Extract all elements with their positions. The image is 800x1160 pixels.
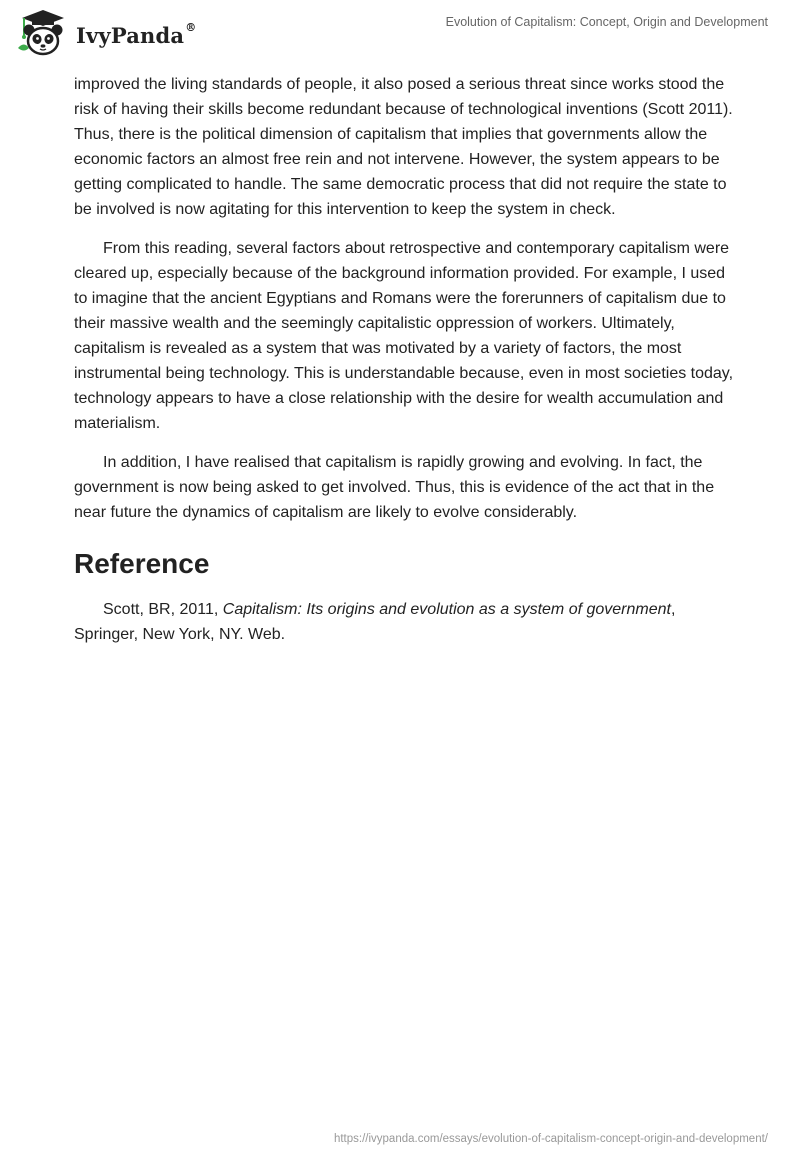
brand-logo[interactable] [14, 8, 196, 58]
page-header [0, 0, 800, 64]
registered-mark: ® [185, 20, 197, 34]
paragraph-3: In addition, I have realised that capitalism is rapidly growing and evolving. In fact, the government is now being asked to get involved. Thus, this is evidence of the act that in the near future the dynamics of capitalism are likely to evolve considerably. [74, 454, 715, 521]
panda-graduate-icon [14, 8, 72, 58]
brand-name: IvyPanda® [76, 20, 197, 48]
paragraph-2: From this reading, several factors about retrospective and contemporary capitalism were cleared up, especially because of the background information provided. For example, I used to imagine that the ancient Egyptians and Romans were the forerunners of capitalism due to their massive wealth and the seemingly capitalistic oppression of workers. Ultimately, capitalism is revealed as a system that was motivated by a variety of factors, the most instrumental being technology. This is understandable because, even in most societies today, technology appears to have a close relationship with the desire for wealth accumulation and materialism. [74, 240, 734, 432]
document-title: Evolution of Capitalism: Concept, Origin and Development [445, 15, 768, 29]
reference-entry [74, 597, 734, 647]
reference-authors: Scott, BR, 2011, [103, 601, 223, 618]
reference-title: Capitalism: Its origins and evolution as a system of government [222, 601, 671, 618]
paragraph-1: improved the living standards of people, it also posed a serious threat since works stood the risk of having their skills become redundant because of technological inventions (Scott 2011). Thus, there is the political dimension of capitalism that implies that governments allow the economic factors an almost free rein and not intervene. However, the system appears to be getting complicated to handle. The same democratic process that did not require the state to be involved is now agitating for this intervention to keep the system in check. [74, 76, 733, 218]
essay-body [74, 72, 734, 661]
reference-heading: Reference [74, 548, 210, 579]
source-url[interactable]: https://ivypanda.com/essays/evolution-of-capitalism-concept-origin-and-development/ [333, 1133, 768, 1145]
reference-publisher: , Springer, New York, NY. Web. [74, 601, 676, 643]
